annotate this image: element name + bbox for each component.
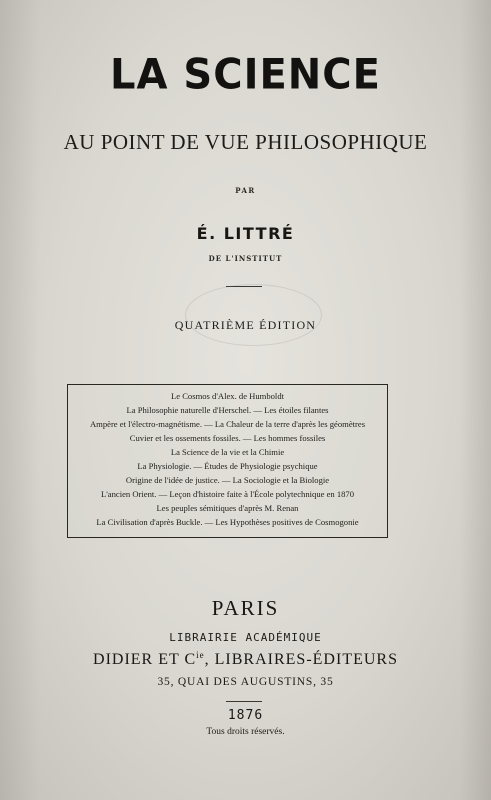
contents-box: [67, 384, 388, 538]
separator-rule: [226, 701, 262, 702]
author-name: É. LITTRÉ: [196, 224, 295, 243]
faint-library-stamp: [185, 284, 322, 346]
contents-line: Cuvier et les ossements fossiles. — Les hommes fossiles: [129, 433, 326, 443]
book-subtitle: AU POINT DE VUE PHILOSOPHIQUE: [63, 130, 428, 154]
contents-line: La Physiologie. — Études de Physiologie psychique: [137, 461, 318, 471]
imprint-city: PARIS: [211, 596, 280, 620]
contents-line: Les peuples sémitiques d'après M. Renan: [156, 503, 299, 513]
contents-line: La Philosophie naturelle d'Herschel. — Les étoiles filantes: [126, 405, 329, 415]
contents-line: La Science de la vie et la Chimie: [170, 447, 285, 457]
imprint-address: 35, QUAI DES AUGUSTINS, 35: [157, 676, 334, 688]
imprint-year: 1876: [227, 708, 264, 723]
by-label: PAR: [235, 186, 256, 195]
contents-line: La Civilisation d'après Buckle. — Les Hypothèses positives de Cosmogonie: [96, 517, 359, 527]
contents-line: L'ancien Orient. — Leçon d'histoire faite à l'École polytechnique en 1870: [100, 489, 355, 499]
author-affiliation: DE L'INSTITUT: [208, 254, 283, 263]
publisher-main: DIDIER ET C: [93, 651, 197, 668]
publisher-superscript: ie: [196, 650, 205, 660]
imprint-house: LIBRAIRIE ACADÉMIQUE: [169, 631, 322, 644]
rights-notice: Tous droits réservés.: [206, 727, 285, 737]
contents-line: Ampère et l'électro-magnétisme. — La Chaleur de la terre d'après les géomètres: [89, 419, 366, 429]
book-title: LA SCIENCE: [110, 50, 381, 100]
imprint-publisher: [0, 650, 491, 669]
publisher-rest: , LIBRAIRES-ÉDITEURS: [204, 651, 398, 668]
contents-line: Le Cosmos d'Alex. de Humboldt: [170, 391, 285, 401]
edition-label: QUATRIÈME ÉDITION: [174, 318, 317, 332]
contents-line: Origine de l'idée de justice. — La Sociologie et la Biologie: [125, 475, 330, 485]
